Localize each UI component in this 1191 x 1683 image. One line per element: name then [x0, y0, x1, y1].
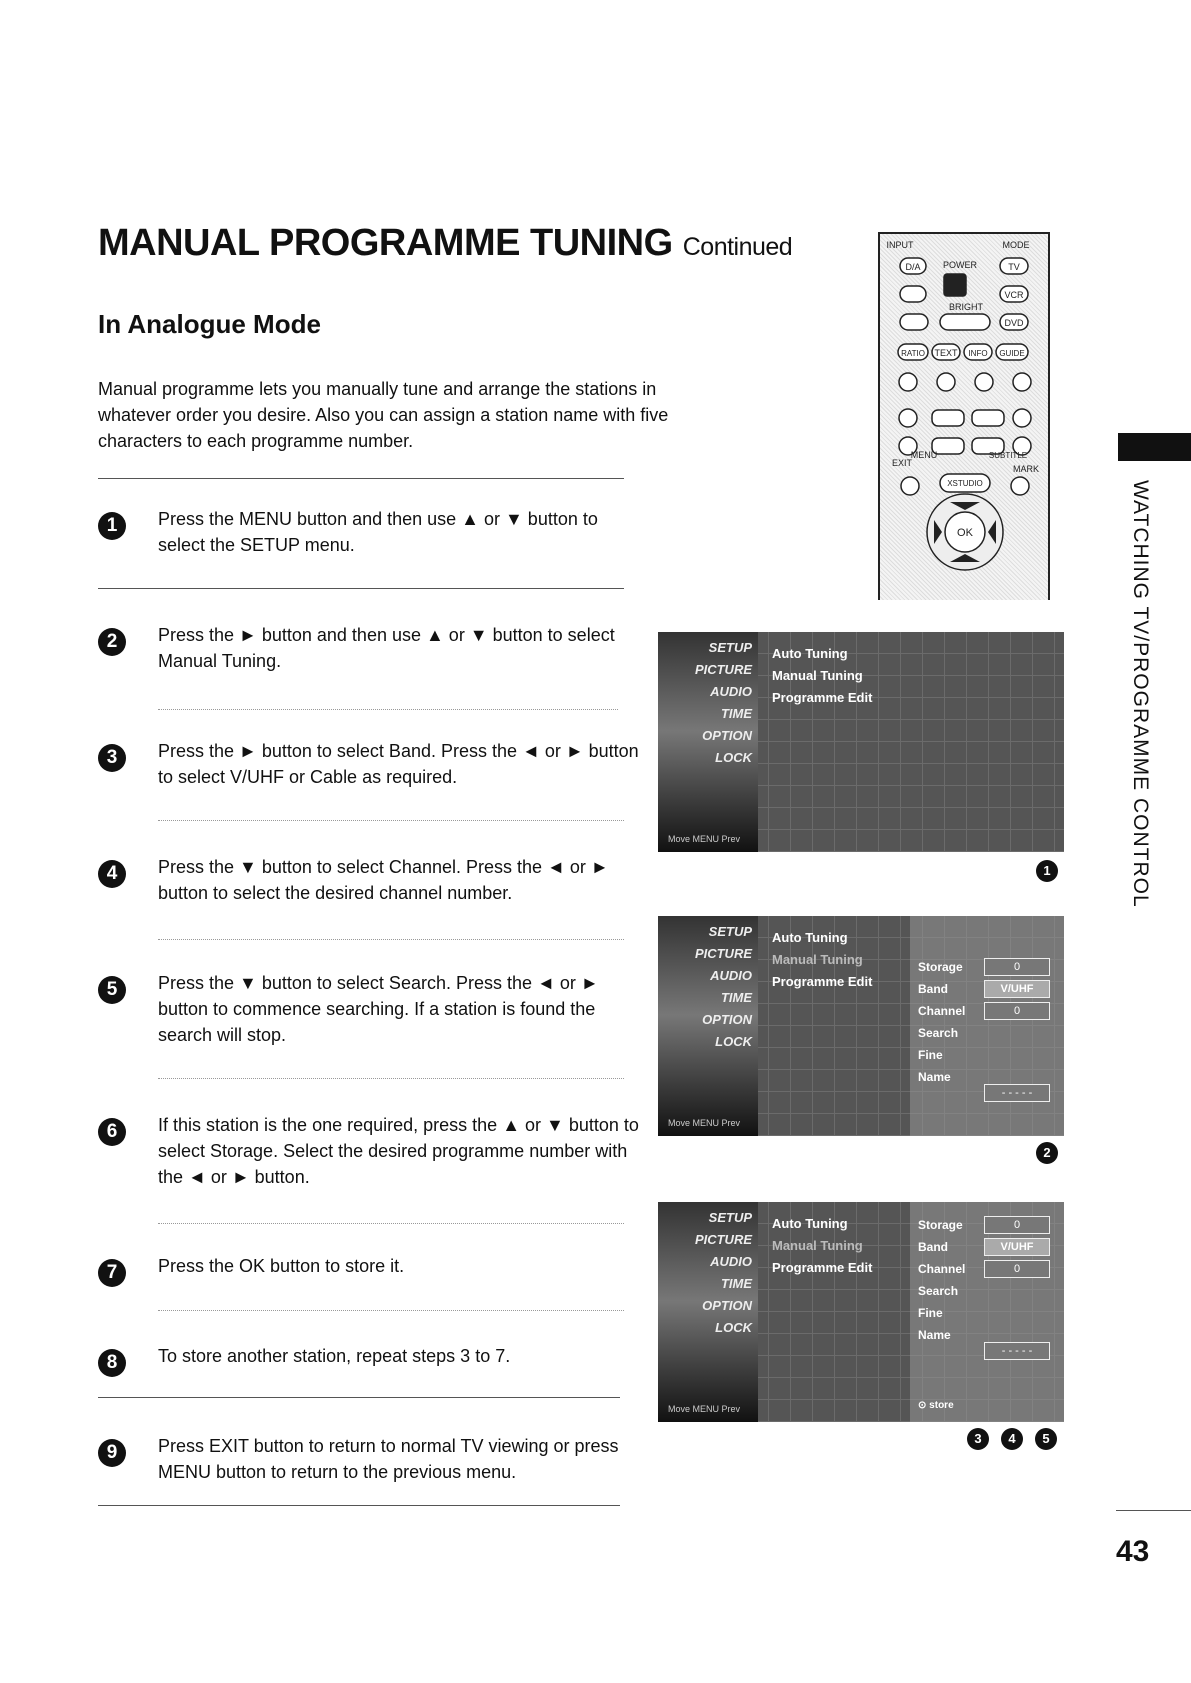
intro-paragraph: Manual programme lets you manually tune and arrange the stations in whatever order you desire. Also you can assign a station name with five characters to each programme number.	[98, 379, 669, 451]
svg-text:MARK: MARK	[1012, 464, 1040, 474]
svg-text:BRIGHT: BRIGHT	[948, 302, 984, 312]
dotted-divider	[158, 820, 624, 821]
menu-item-manual-tuning: Manual Tuning	[772, 1238, 863, 1253]
store-hint: ⊙ store	[918, 1400, 954, 1411]
divider	[98, 588, 624, 589]
page-number: 43	[1116, 1535, 1150, 1568]
remote-control-icon	[880, 234, 1048, 602]
label-storage: Storage	[918, 1218, 963, 1232]
step-number: 8	[98, 1349, 126, 1377]
storage-value: 0	[984, 958, 1050, 976]
sidebar-item-picture: PICTURE	[694, 946, 752, 961]
title-text: MANUAL PROGRAMME TUNING	[98, 222, 673, 264]
menu-item-programme-edit: Programme Edit	[772, 690, 873, 705]
sidebar-item-option: OPTION	[702, 728, 752, 743]
step-number: 7	[98, 1259, 126, 1287]
figure-badge: 3	[967, 1428, 989, 1450]
menu-item-manual-tuning: Manual Tuning	[772, 952, 863, 967]
sidebar-item-audio: AUDIO	[710, 684, 752, 699]
svg-text:INFO: INFO	[968, 349, 988, 358]
step-text: Press the OK button to store it.	[158, 1256, 405, 1276]
svg-text:TEXT: TEXT	[934, 348, 958, 358]
divider	[98, 1397, 620, 1398]
svg-text:INPUT: INPUT	[886, 240, 914, 250]
figure-badge: 1	[1036, 860, 1058, 882]
sidebar-item-lock: LOCK	[715, 750, 752, 765]
label-channel: Channel	[918, 1004, 966, 1018]
sidebar-item-audio: AUDIO	[710, 968, 752, 983]
label-fine: Fine	[918, 1048, 943, 1062]
manual-tuning-panel	[910, 1202, 1064, 1422]
menu-item-auto-tuning: Auto Tuning	[772, 1216, 848, 1231]
step-text: Press the ▼ button to select Search. Press the ◄ or ► button to commence searching. If a station is found the search will stop.	[158, 973, 599, 1045]
band-value: V/UHF	[984, 1238, 1050, 1256]
label-band: Band	[918, 982, 948, 996]
menu-item-auto-tuning: Auto Tuning	[772, 646, 848, 661]
manual-tuning-panel	[910, 916, 1064, 1136]
section-subtitle: In Analogue Mode	[98, 309, 321, 339]
name-value: - - - - -	[984, 1084, 1050, 1102]
step-number: 3	[98, 744, 126, 772]
menu-footer: Move MENU Prev	[668, 1118, 741, 1128]
step-number: 4	[98, 860, 126, 888]
svg-text:XSTUDIO: XSTUDIO	[947, 479, 983, 488]
dotted-divider	[158, 1310, 624, 1311]
menu-footer: Move MENU Prev	[668, 834, 741, 844]
name-value: - - - - -	[984, 1342, 1050, 1360]
sidebar-item-lock: LOCK	[715, 1320, 752, 1335]
svg-text:MODE: MODE	[1002, 240, 1030, 250]
sidebar-item-setup: SETUP	[708, 924, 752, 939]
storage-value: 0	[984, 1216, 1050, 1234]
sidebar-item-option: OPTION	[702, 1012, 752, 1027]
sidebar-item-audio: AUDIO	[710, 1254, 752, 1269]
svg-text:SUBTITLE: SUBTITLE	[988, 451, 1028, 460]
label-search: Search	[918, 1284, 959, 1298]
menu-screenshot-3	[658, 1202, 1064, 1422]
svg-text:OK: OK	[957, 527, 973, 539]
sidebar-item-setup: SETUP	[708, 640, 752, 655]
step-number: 5	[98, 976, 126, 1004]
sidebar-item-time: TIME	[720, 1276, 752, 1291]
sidebar-item-picture: PICTURE	[694, 662, 752, 677]
band-value: V/UHF	[984, 980, 1050, 998]
menu-sidebar	[658, 916, 758, 1136]
svg-text:DVD: DVD	[1004, 318, 1024, 328]
svg-text:GUIDE: GUIDE	[999, 349, 1025, 358]
menu-screenshot-1	[658, 632, 1064, 852]
step-number: 1	[98, 512, 126, 540]
dotted-divider	[158, 939, 624, 940]
svg-text:EXIT: EXIT	[891, 458, 913, 468]
label-name: Name	[918, 1328, 951, 1342]
sidebar-item-setup: SETUP	[708, 1210, 752, 1225]
figure-badge: 4	[1001, 1428, 1023, 1450]
page-number-rule	[1116, 1510, 1191, 1511]
svg-text:RATIO: RATIO	[901, 349, 925, 358]
store-hint-text: store	[929, 1400, 954, 1411]
step-text: Press the MENU button and then use ▲ or ▼ button to select the SETUP menu.	[158, 509, 598, 555]
step-text: Press the ► button to select Band. Press the ◄ or ► button to select V/UHF or Cable as required.	[158, 741, 639, 787]
step-text: Press EXIT button to return to normal TV viewing or press MENU button to return to the previous menu.	[158, 1436, 619, 1482]
menu-footer: Move MENU Prev	[668, 1404, 741, 1414]
sidebar-item-time: TIME	[720, 706, 752, 721]
step-text: If this station is the one required, press the ▲ or ▼ button to select Storage. Select the desired programme number with the ◄ or ► button.	[158, 1115, 639, 1187]
divider	[98, 1505, 620, 1506]
section-tab-marker	[1118, 433, 1191, 461]
svg-text:POWER: POWER	[942, 260, 978, 270]
label-fine: Fine	[918, 1306, 943, 1320]
menu-sidebar	[658, 1202, 758, 1422]
svg-text:TV: TV	[1008, 262, 1020, 272]
dotted-divider	[158, 1078, 624, 1079]
label-storage: Storage	[918, 960, 963, 974]
step-number: 2	[98, 628, 126, 656]
svg-text:VCR: VCR	[1004, 290, 1024, 300]
svg-text:MENU: MENU	[910, 450, 938, 460]
step-text: Press the ▼ button to select Channel. Press the ◄ or ► button to select the desired channel number.	[158, 857, 609, 903]
label-name: Name	[918, 1070, 951, 1084]
sidebar-item-lock: LOCK	[715, 1034, 752, 1049]
menu-item-programme-edit: Programme Edit	[772, 1260, 873, 1275]
menu-screenshot-2	[658, 916, 1064, 1136]
label-band: Band	[918, 1240, 948, 1254]
step-number: 9	[98, 1439, 126, 1467]
sidebar-item-option: OPTION	[702, 1298, 752, 1313]
step-text: To store another station, repeat steps 3 to 7.	[158, 1346, 511, 1366]
sidebar-item-time: TIME	[720, 990, 752, 1005]
channel-value: 0	[984, 1260, 1050, 1278]
title-suffix: Continued	[682, 233, 793, 261]
remote-control-illustration	[878, 232, 1050, 600]
step-text: Press the ► button and then use ▲ or ▼ button to select Manual Tuning.	[158, 625, 615, 671]
menu-item-auto-tuning: Auto Tuning	[772, 930, 848, 945]
figure-badge: 2	[1036, 1142, 1058, 1164]
step-number: 6	[98, 1118, 126, 1146]
menu-item-programme-edit: Programme Edit	[772, 974, 873, 989]
side-section-title: WATCHING TV/PROGRAMME CONTROL	[1129, 480, 1152, 908]
figure-badge: 5	[1035, 1428, 1057, 1450]
sidebar-item-picture: PICTURE	[694, 1232, 752, 1247]
dotted-divider	[158, 1223, 624, 1224]
dotted-divider	[158, 709, 618, 710]
label-search: Search	[918, 1026, 959, 1040]
svg-text:D/A: D/A	[905, 262, 921, 272]
page-title	[98, 222, 792, 265]
channel-value: 0	[984, 1002, 1050, 1020]
menu-item-manual-tuning: Manual Tuning	[772, 668, 863, 683]
divider	[98, 478, 624, 479]
menu-sidebar	[658, 632, 758, 852]
label-channel: Channel	[918, 1262, 966, 1276]
